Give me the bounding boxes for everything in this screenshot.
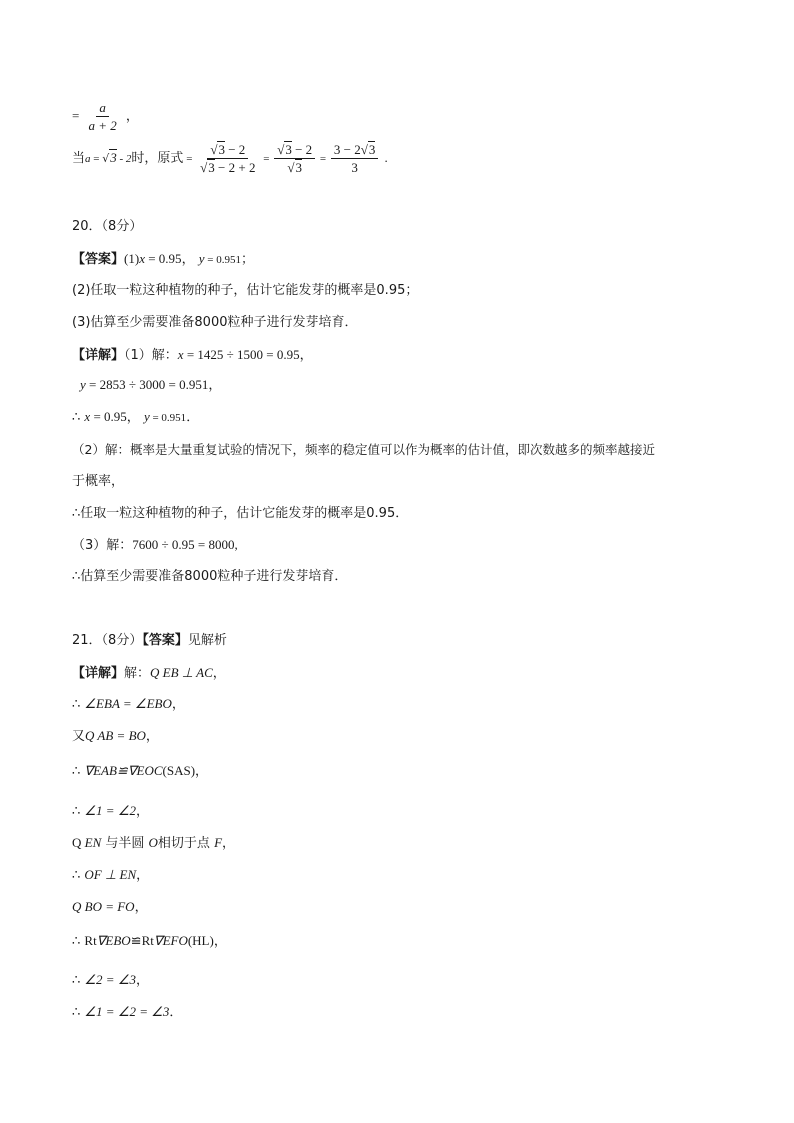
since: Q <box>72 835 85 850</box>
fraction-1-num <box>207 142 248 159</box>
therefore: ∴ <box>72 868 85 883</box>
punct: ， <box>136 868 150 883</box>
answer-label: 【答案】 <box>72 252 125 267</box>
op-eq: = <box>317 153 329 165</box>
rt: Rt <box>84 933 97 948</box>
part-1: （1）解： <box>124 348 178 363</box>
punct: ． <box>169 1005 183 1020</box>
text: 相切于点 <box>157 836 215 851</box>
q21-detail-line-4 <box>72 762 208 781</box>
math-o: O <box>148 835 158 850</box>
math: ∠1 = ∠2 = ∠3 <box>84 1004 170 1019</box>
fraction-2 <box>274 142 315 175</box>
punct: ， <box>136 973 150 988</box>
also: 又 <box>72 729 86 744</box>
fraction-1-den <box>197 159 258 175</box>
radicand: 3 <box>208 160 215 175</box>
math: ∠1 = ∠2 <box>84 803 136 818</box>
op-eq: = <box>90 153 103 165</box>
radicand: 3 <box>218 142 225 157</box>
fraction-3-den: 3 <box>351 160 358 175</box>
q21-number: 21．（8分） <box>72 633 143 648</box>
congruent: ≌ <box>130 933 142 948</box>
sqrt: √3 <box>200 160 215 175</box>
q21-detail-line-2 <box>72 695 185 714</box>
x-value: = 0.95 <box>144 251 182 266</box>
radicand: 3 <box>368 142 376 157</box>
sqrt: √3 <box>210 142 225 157</box>
x-value: = 0.95 <box>90 409 127 424</box>
var-a: a <box>85 153 91 165</box>
tail: − 2 <box>291 142 313 157</box>
sqrt-3: √3 <box>102 150 117 165</box>
fraction-3-num <box>331 142 378 159</box>
math: Q EB ⊥ AC <box>150 665 213 680</box>
q20-detail-line-7: ∴估算至少需要准备8000粒种子进行发芽培育． <box>72 569 348 584</box>
var-x: x <box>177 347 184 362</box>
equation: = 2853 ÷ 3000 = 0.951 <box>85 377 209 392</box>
hl: (HL) <box>187 933 214 948</box>
q21-detail-line-11 <box>72 1003 182 1022</box>
q20-detail-line-4a: （2）解：概率是大量重复试验的情况下，频率的稳定值可以作为概率的估计值，即次数越多的频率越接近 <box>72 442 655 457</box>
sqrt: √3 <box>277 142 292 157</box>
fraction-2-num <box>274 142 315 159</box>
punct: ， <box>222 836 236 851</box>
fraction-2-den <box>284 159 305 175</box>
top-line-2 <box>72 142 388 175</box>
detail-label: 【详解】 <box>72 348 125 363</box>
therefore: ∴ <box>72 973 85 988</box>
minus-2: - 2 <box>116 153 132 165</box>
head: 3 − 2 <box>333 142 361 157</box>
fraction-1 <box>197 142 258 175</box>
therefore: ∴ <box>72 764 85 779</box>
math: OF ⊥ EN <box>84 867 137 882</box>
punct: ． <box>186 410 200 425</box>
equation: 7600 ÷ 0.95 = 8000, <box>132 537 238 552</box>
punct: ， <box>125 109 139 124</box>
op-eq: = <box>260 153 273 165</box>
math: ∇EFO <box>153 933 188 948</box>
text: 与半圆 <box>101 836 149 851</box>
q20-detail-line-6 <box>72 536 238 555</box>
math: Q AB = BO <box>85 728 146 743</box>
punct: ， <box>136 804 150 819</box>
q21-detail-line-7 <box>72 866 149 885</box>
q20-detail-line-3 <box>72 408 199 427</box>
q20-answer-line-1 <box>72 250 254 269</box>
punct: ； <box>240 252 254 267</box>
punct: ， <box>134 900 148 915</box>
q21-detail-line-3 <box>72 727 159 746</box>
q20-header: 20．（8分） <box>72 219 143 234</box>
q20-detail-line-2 <box>80 376 221 395</box>
text-when: 当 <box>72 151 86 166</box>
therefore: ∴ <box>72 934 85 949</box>
part-marker: (1) <box>124 251 140 266</box>
answer-text: 见解析 <box>187 633 227 648</box>
y-value: = 0.951 <box>149 412 187 424</box>
var-y: y <box>143 409 150 424</box>
math: ∠2 = ∠3 <box>84 972 136 987</box>
therefore: ∴ <box>72 697 85 712</box>
punct: ， <box>208 378 222 393</box>
var-x: x <box>139 251 145 266</box>
fraction-denominator: a + 2 <box>88 118 117 133</box>
punct: ， <box>212 666 226 681</box>
fraction-3 <box>331 142 378 175</box>
q21-detail-line-6 <box>72 834 235 853</box>
fraction-a-over-a-plus-2 <box>85 100 119 133</box>
y-value: = 0.951 <box>204 254 241 266</box>
answer-label: 【答案】 <box>142 633 188 648</box>
var-y: y <box>198 251 205 266</box>
q21-detail-line-10 <box>72 971 149 990</box>
text-original: 时，原式 <box>131 151 184 166</box>
rt: Rt <box>141 933 154 948</box>
punct: ， <box>213 934 227 949</box>
top-line-1 <box>72 100 139 133</box>
math: Q BO = FO <box>72 899 135 914</box>
therefore: ∴ <box>72 804 85 819</box>
punct: ， <box>171 697 185 712</box>
math: ∇EAB≌∇EOC <box>84 763 163 778</box>
q21-detail-line-5 <box>72 802 149 821</box>
part-3: （3）解： <box>72 538 133 553</box>
tail: − 2 + 2 <box>214 160 256 175</box>
op-eq: = <box>183 153 196 165</box>
q21-header <box>72 632 227 650</box>
math-f: F <box>214 835 223 850</box>
punct: ， <box>195 764 209 779</box>
var-y: y <box>80 377 86 392</box>
radicand: 3 <box>285 142 292 157</box>
fraction-numerator: a <box>96 100 109 117</box>
q21-detail-line-1 <box>72 664 226 683</box>
therefore: ∴ <box>72 410 85 425</box>
q20-detail-line-5: ∴任取一粒这种植物的种子，估计它能发芽的概率是0.95． <box>72 506 409 521</box>
equals-sign: = <box>72 108 80 123</box>
q20-detail-line-1 <box>72 346 313 365</box>
solution: 解： <box>124 666 151 681</box>
radicand: 3 <box>110 150 117 165</box>
math-en: EN <box>84 835 102 850</box>
equation: = 1425 ÷ 1500 = 0.95 <box>183 347 300 362</box>
sqrt: √3 <box>360 142 376 157</box>
math: ∇EBO <box>96 933 131 948</box>
math: ∠EBA = ∠EBO <box>84 696 172 711</box>
var-x: x <box>84 409 91 424</box>
detail-label: 【详解】 <box>72 666 125 681</box>
q20-detail-line-4b: 于概率， <box>72 474 125 489</box>
punct: ， <box>145 729 159 744</box>
therefore: ∴ <box>72 1005 85 1020</box>
punct: ， <box>126 410 140 425</box>
q21-detail-line-9 <box>72 932 227 951</box>
sqrt: √3 <box>287 160 302 175</box>
sas: (SAS) <box>162 763 196 778</box>
q21-detail-line-8 <box>72 898 148 917</box>
punct: ， <box>299 348 313 363</box>
radicand: 3 <box>295 160 302 175</box>
q20-answer-line-2: (2)任取一粒这种植物的种子，估计它能发芽的概率是0.95； <box>72 283 419 298</box>
period: . <box>384 150 388 165</box>
punct: ， <box>181 252 195 267</box>
tail: − 2 <box>224 142 246 157</box>
q20-answer-line-3: (3)估算至少需要准备8000粒种子进行发芽培育． <box>72 315 358 330</box>
